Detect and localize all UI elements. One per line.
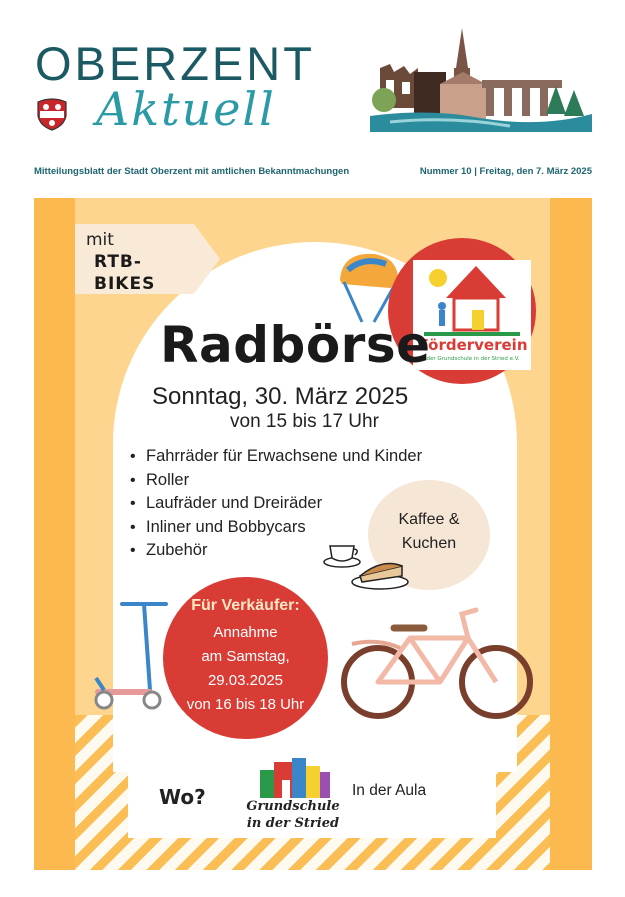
masthead-subtitle-script: Aktuell (96, 82, 276, 136)
list-item: • Roller (130, 469, 422, 493)
scooter-icon (92, 600, 170, 712)
town-skyline-illustration (370, 28, 592, 132)
seller-info-badge (163, 577, 328, 739)
masthead-title: OBERZENT (35, 37, 315, 90)
school-building-icon (258, 754, 332, 800)
location-label: Wo? (159, 785, 206, 809)
sponsor-tag-brand: RTB-BIKES (94, 252, 156, 294)
coffee-cake-icon (322, 540, 412, 592)
coat-of-arms-icon (34, 96, 70, 132)
school-house-icon (416, 262, 528, 336)
list-item: • Inliner und Bobbycars (130, 516, 422, 540)
masthead-description: Mitteilungsblatt der Stadt Oberzent mit amtlichen Bekanntmachungen (34, 166, 350, 177)
seller-line: 29.03.2025 (207, 672, 284, 689)
foerderverein-label: Förderverein (418, 336, 528, 354)
seller-line: Annahme (213, 624, 278, 641)
issue-info: Nummer 10 | Freitag, den 7. März 2025 (419, 166, 592, 177)
event-time: von 15 bis 17 Uhr (230, 411, 379, 432)
coffee-cake-line1: Kaffee & (398, 511, 460, 528)
coffee-cake-line2: Kuchen (401, 535, 457, 552)
seller-line: am Samstag, (201, 648, 290, 665)
list-item: • Zubehör (130, 539, 422, 563)
seller-heading: Für Verkäufer: (191, 597, 300, 614)
list-item: • Fahrräder für Erwachsene und Kinder (130, 445, 422, 469)
location-room: In der Aula (352, 782, 427, 799)
list-item: • Laufräder und Dreiräder (130, 492, 422, 516)
bicycle-icon (340, 604, 536, 722)
seller-line: von 16 bis 18 Uhr (186, 696, 305, 713)
poster-headline: Radbörse (160, 316, 431, 374)
school-name-line2: in der Stried (246, 816, 340, 831)
event-date: Sonntag, 30. März 2025 (152, 383, 409, 410)
sponsor-tag-prefix: mit (86, 230, 114, 250)
school-name: Grundschule (246, 799, 340, 814)
foerderverein-sublabel: der Grundschule in der Stried e.V. (426, 356, 520, 362)
